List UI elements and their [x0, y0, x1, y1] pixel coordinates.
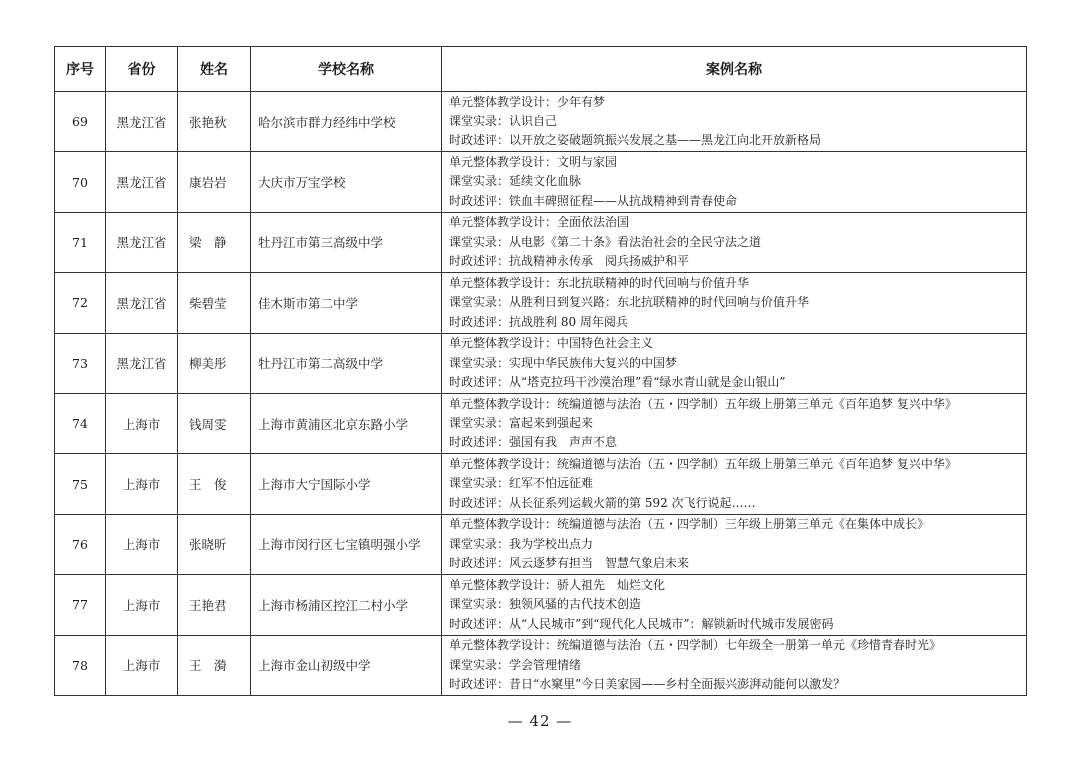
case-line: 单元整体教学设计：统编道德与法治（五・四学制）七年级全一册第一单元《珍惜青春时光》: [449, 638, 942, 653]
row-name: 柳美彤: [178, 333, 251, 393]
case-line: 单元整体教学设计：全面依法治国: [449, 215, 630, 230]
row-name: 王 俊: [178, 454, 251, 514]
header-name: 姓名: [178, 47, 251, 92]
case-line: 时政述评：风云逐梦有担当 智慧气象启未来: [449, 556, 690, 571]
row-school: 上海市金山初级中学: [251, 635, 442, 695]
case-line: 单元整体教学设计：统编道德与法治（五・四学制）五年级上册第三单元《百年追梦 复兴中华》: [449, 396, 957, 411]
row-no: 73: [55, 333, 106, 393]
row-school: 上海市黄浦区北京东路小学: [251, 393, 442, 453]
case-line: 单元整体教学设计：东北抗联精神的时代回响与价值升华: [449, 275, 750, 290]
row-name: 张晓昕: [178, 514, 251, 574]
case-line: 单元整体教学设计：统编道德与法治（五・四学制）五年级上册第三单元《百年追梦 复兴中华》: [449, 456, 957, 471]
row-name: 王艳君: [178, 575, 251, 635]
row-cases: [442, 454, 1027, 514]
row-name: 王 漪: [178, 635, 251, 695]
row-cases: [442, 514, 1027, 574]
row-cases: [442, 273, 1027, 333]
case-line: 课堂实录：独领风骚的古代技术创造: [449, 597, 642, 612]
header-no: 序号: [55, 47, 106, 92]
table-row: [55, 454, 1027, 514]
case-line: 课堂实录：红军不怕远征难: [449, 476, 594, 491]
row-province: 黑龙江省: [106, 273, 178, 333]
row-cases: [442, 333, 1027, 393]
row-cases: [442, 92, 1027, 152]
table-row: [55, 514, 1027, 574]
case-line: 时政述评：昔日“水窠里”今日美家园——乡村全面振兴澎湃动能何以激发？: [449, 676, 846, 691]
case-line: 课堂实录：富起来到强起来: [449, 415, 594, 430]
row-province: 上海市: [106, 454, 178, 514]
row-name: 康岩岩: [178, 152, 251, 212]
table-row: [55, 635, 1027, 695]
case-line: 课堂实录：从电影《第二十条》看法治社会的全民守法之道: [449, 234, 762, 249]
row-name: 柴碧莹: [178, 273, 251, 333]
row-school: 佳木斯市第二中学: [251, 273, 442, 333]
table-row: [55, 575, 1027, 635]
row-no: 71: [55, 212, 106, 272]
row-province: 黑龙江省: [106, 92, 178, 152]
table-row: [55, 393, 1027, 453]
row-cases: [442, 575, 1027, 635]
case-line: 课堂实录：认识自己: [449, 113, 558, 128]
case-line: 时政述评：抗战胜利 80 周年阅兵: [449, 314, 628, 329]
row-school: 大庆市万宝学校: [251, 152, 442, 212]
table-row: [55, 273, 1027, 333]
case-list-table: [54, 46, 1027, 696]
table-body: [55, 92, 1027, 696]
case-line: 时政述评：从“塔克拉玛干沙漠治理”看“绿水青山就是金山银山”: [449, 374, 786, 389]
table-row: [55, 152, 1027, 212]
case-line: 课堂实录：学会管理情绪: [449, 657, 582, 672]
row-school: 上海市杨浦区控江二村小学: [251, 575, 442, 635]
case-line: 时政述评：铁血丰碑照征程——从抗战精神到青春使命: [449, 193, 738, 208]
row-school: 哈尔滨市群力经纬中学校: [251, 92, 442, 152]
row-no: 69: [55, 92, 106, 152]
case-line: 课堂实录：实现中华民族伟大复兴的中国梦: [449, 355, 678, 370]
case-line: 课堂实录：延续文化血脉: [449, 174, 582, 189]
row-no: 75: [55, 454, 106, 514]
case-line: 时政述评：从长征系列运载火箭的第 592 次飞行说起……: [449, 495, 756, 510]
row-cases: [442, 635, 1027, 695]
row-school: 上海市闵行区七宝镇明强小学: [251, 514, 442, 574]
row-name: 张艳秋: [178, 92, 251, 152]
table-row: [55, 333, 1027, 393]
case-line: 单元整体教学设计：少年有梦: [449, 94, 606, 109]
row-no: 70: [55, 152, 106, 212]
row-province: 黑龙江省: [106, 212, 178, 272]
row-no: 72: [55, 273, 106, 333]
case-line: 课堂实录：我为学校出点力: [449, 536, 594, 551]
row-no: 78: [55, 635, 106, 695]
row-no: 74: [55, 393, 106, 453]
table-row: [55, 92, 1027, 152]
case-line: 时政述评：强国有我 声声不息: [449, 435, 618, 450]
page-number: — 42 —: [507, 712, 573, 730]
row-cases: [442, 393, 1027, 453]
row-school: 牡丹江市第二高级中学: [251, 333, 442, 393]
case-line: 时政述评：从“人民城市”到“现代化人民城市”：解锁新时代城市发展密码: [449, 616, 834, 631]
row-cases: [442, 152, 1027, 212]
row-cases: [442, 212, 1027, 272]
case-line: 单元整体教学设计：中国特色社会主义: [449, 336, 654, 351]
case-line: 单元整体教学设计：统编道德与法治（五・四学制）三年级上册第三单元《在集体中成长》: [449, 517, 930, 532]
row-province: 黑龙江省: [106, 333, 178, 393]
case-line: 时政述评：抗战精神永传承 阅兵扬威护和平: [449, 254, 690, 269]
row-name: 梁 静: [178, 212, 251, 272]
row-province: 黑龙江省: [106, 152, 178, 212]
header-province: 省份: [106, 47, 178, 92]
case-line: 单元整体教学设计：文明与家园: [449, 154, 618, 169]
case-line: 时政述评：以开放之姿破题筑振兴发展之基——黑龙江向北开放新格局: [449, 133, 822, 148]
table-header-row: [55, 47, 1027, 92]
case-line: 课堂实录：从胜利日到复兴路：东北抗联精神的时代回响与价值升华: [449, 295, 810, 310]
row-name: 钱周雯: [178, 393, 251, 453]
header-cases: 案例名称: [442, 47, 1027, 92]
row-no: 76: [55, 514, 106, 574]
header-school: 学校名称: [251, 47, 442, 92]
row-school: 牡丹江市第三高级中学: [251, 212, 442, 272]
table-row: [55, 212, 1027, 272]
case-line: 单元整体教学设计：骄人祖先 灿烂文化: [449, 577, 666, 592]
row-province: 上海市: [106, 393, 178, 453]
row-province: 上海市: [106, 635, 178, 695]
row-school: 上海市大宁国际小学: [251, 454, 442, 514]
row-province: 上海市: [106, 514, 178, 574]
row-no: 77: [55, 575, 106, 635]
row-province: 上海市: [106, 575, 178, 635]
